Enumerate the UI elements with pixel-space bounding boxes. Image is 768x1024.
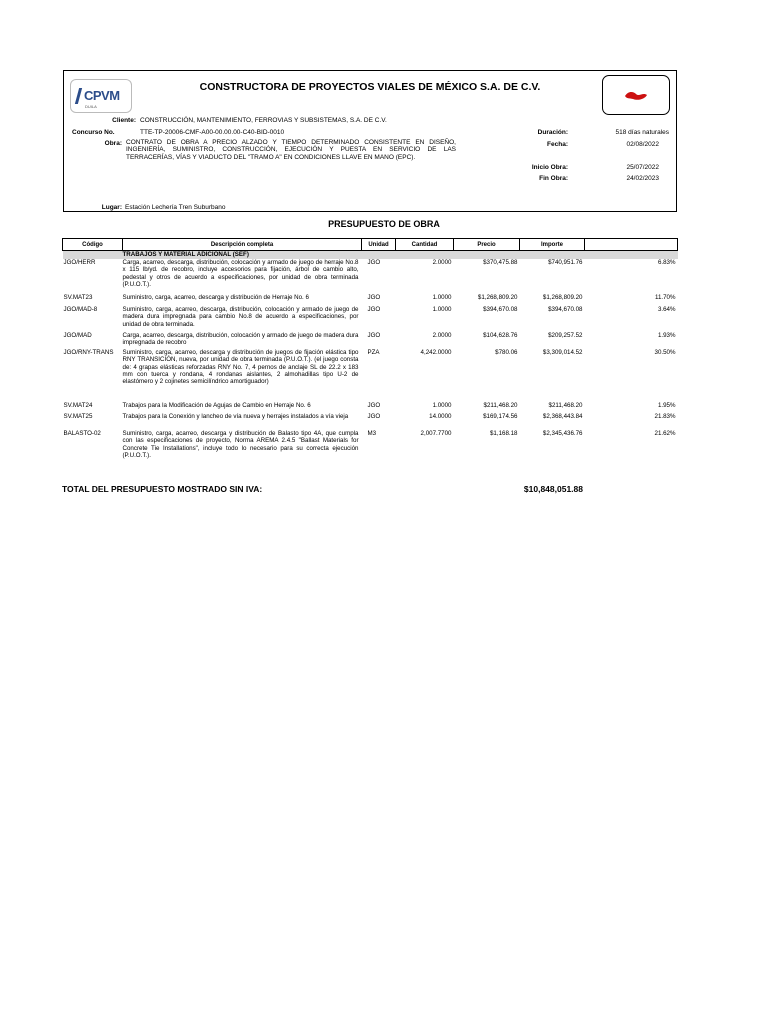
row-price: $104,628.76 <box>483 332 518 339</box>
row-price: $370,475.88 <box>483 259 518 266</box>
column-header-porcentaje <box>585 239 678 251</box>
fin-obra-label: Fin Obra: <box>539 175 568 182</box>
row-price: $211,468.20 <box>483 402 518 409</box>
table-row <box>63 413 678 430</box>
row-price: $1,168.18 <box>489 430 518 437</box>
cliente-label: Cliente: <box>112 117 136 124</box>
row-price: $394,670.08 <box>483 306 518 313</box>
row-description: Suministro, carga, acarreo, descarga y distribución de juegos de fijación elástica tipo RNY TRANSICIÓN, nueva, por unidad de obra terminada (P.U.O.T.). (el juego consta de: 4 grapas elásticas reforzadas RNY No. 7, 4 pernos de anclaje SL de 22.2 x 183 mm con tuerca y rondana, 4 rondanas aislantes, 2 almohadillas tipo U-2 de elastómero y 2 cojinetes semicilíndrico amortiguador) <box>122 349 359 386</box>
row-percent: 1.93% <box>657 332 676 339</box>
column-header-codigo: Código <box>63 239 123 251</box>
row-quantity: 1.0000 <box>432 306 452 313</box>
row-code: SV.MAT23 <box>63 294 93 301</box>
budget-table <box>62 238 678 460</box>
row-amount: $2,368,443.84 <box>542 413 583 420</box>
column-header-descripcion: Descripción completa <box>123 239 362 251</box>
row-quantity: 1.0000 <box>432 402 452 409</box>
row-code: BALASTO-02 <box>63 430 101 437</box>
obra-label: Obra: <box>104 140 122 147</box>
table-row <box>63 259 678 294</box>
logo-text: CPVM <box>84 88 120 103</box>
table-row <box>63 349 678 402</box>
row-description: Carga, acarreo, descarga, distribución, colocación y armado de juego de madera dura impregnada de recobro <box>122 332 359 347</box>
row-description: Trabajos para la Modificación de Agujas de Cambio en Herraje No. 6 <box>122 402 311 409</box>
row-percent: 21.62% <box>654 430 676 437</box>
row-unit: JGO <box>367 332 381 339</box>
fecha-label: Fecha: <box>547 141 568 148</box>
row-unit: M3 <box>367 430 377 437</box>
total-line <box>62 484 583 494</box>
row-quantity: 1.0000 <box>432 294 452 301</box>
section-title: PRESUPUESTO DE OBRA <box>328 219 440 229</box>
lugar-label: Lugar: <box>101 204 122 211</box>
row-quantity: 2.0000 <box>432 332 452 339</box>
column-header-unidad: Unidad <box>362 239 396 251</box>
row-description: Suministro, carga, acarreo, descarga y distribución de Herraje No. 6 <box>122 294 309 301</box>
column-header-cantidad: Cantidad <box>396 239 454 251</box>
row-percent: 1.95% <box>657 402 676 409</box>
row-amount: $740,951.76 <box>548 259 583 266</box>
row-code: SV.MAT24 <box>63 402 93 409</box>
row-percent: 3.64% <box>657 306 676 313</box>
inicio-obra-value: 25/07/2022 <box>626 164 659 171</box>
concurso-value: TTE-TP-20006-CMF-A00-00.00.00-C40-BID-0010 <box>140 129 285 136</box>
column-header-precio: Precio <box>454 239 520 251</box>
lugar-value: Estación Lechería Tren Suburbano <box>125 204 226 211</box>
row-code: SV.MAT25 <box>63 413 93 420</box>
inicio-obra-label: Inicio Obra: <box>531 164 568 171</box>
row-amount: $211,468.20 <box>548 402 583 409</box>
duracion-value: 518 días naturales <box>615 129 669 136</box>
row-unit: PZA <box>367 349 380 356</box>
row-description: Suministro, carga, acarreo, descarga, distribución, colocación y armado de juego de madera dura impregnada para cambio No.8 de acuerdo a especificaciones, por unidad de obra terminada. <box>122 306 359 328</box>
table-header-row <box>63 239 678 251</box>
row-percent: 30.50% <box>654 349 676 356</box>
row-amount: $2,345,436.76 <box>542 430 583 437</box>
row-code: JGO/RNY-TRANS <box>63 349 114 356</box>
row-unit: JGO <box>367 294 381 301</box>
row-amount: $209,257.52 <box>548 332 583 339</box>
row-amount: $1,268,809.20 <box>542 294 583 301</box>
row-percent: 21.83% <box>654 413 676 420</box>
row-quantity: 2.0000 <box>432 259 452 266</box>
row-unit: JGO <box>367 402 381 409</box>
company-name: CONSTRUCTORA DE PROYECTOS VIALES DE MÉXICO S.A. DE C.V. <box>199 81 541 93</box>
table-row <box>63 402 678 413</box>
table-row <box>63 332 678 349</box>
table-row <box>63 430 678 460</box>
row-description: Carga, acarreo, descarga, distribución, colocación y armado de juego de herraje No.8 x 115 lb/yd. de recobro, incluye accesorios para fijación, árbol de cambio alto, pedestal y otros de acuerdo a especificaciones, por unidad de obra terminada (P.U.O.T.). <box>122 259 359 288</box>
row-description: Suministro, carga, acarreo, descarga y distribución de Balasto tipo 4A, que cumpla con las especificaciones de proyecto, Norma AREMA 2.4.5 "Ballast Materials for Concrete Tie Installations", incluye todo lo necesario para su correcta ejecución (P.U.O.T.). <box>122 430 359 459</box>
row-unit: JGO <box>367 413 381 420</box>
row-price: $169,174.56 <box>483 413 518 420</box>
duracion-label: Duración: <box>537 129 568 136</box>
cliente-value: CONSTRUCCIÓN, MANTENIMIENTO, FERROVIAS Y SUBSISTEMAS, S.A. DE C.V. <box>140 117 387 124</box>
row-description: Trabajos para la Conexión y lancheo de vía nueva y herrajes instalados a vía vieja <box>122 413 349 420</box>
obra-description: CONTRATO DE OBRA A PRECIO ALZADO Y TIEMPO DETERMINADO CONSISTENTE EN DISEÑO, INGENIERÍA, SUMINISTRO, CONSTRUCCIÓN, EJECUCIÓN Y PUESTA EN SERVICIO DE LAS TERRACERÍAS, VÍAS Y VIADUCTO DEL "TRAMO A" EN CONDICIONES LLAVE EN MANO (EPC). <box>126 139 456 161</box>
table-row <box>63 306 678 332</box>
row-unit: JGO <box>367 306 381 313</box>
row-code: JGO/HERR <box>63 259 96 266</box>
row-code: JGO/MAD <box>63 332 92 339</box>
document-header <box>63 70 677 212</box>
row-percent: 11.70% <box>654 294 676 301</box>
total-amount: $10,848,051.88 <box>523 484 583 494</box>
logo-subtext: DUILA <box>85 104 97 109</box>
row-price: $1,268,809.20 <box>477 294 518 301</box>
table-row <box>63 294 678 306</box>
row-unit: JGO <box>367 259 381 266</box>
fin-obra-value: 24/02/2023 <box>626 175 659 182</box>
row-quantity: 4,242.0000 <box>420 349 452 356</box>
row-percent: 6.83% <box>657 259 676 266</box>
group-row <box>63 251 678 260</box>
row-amount: $394,670.08 <box>548 306 583 313</box>
group-title: TRABAJOS Y MATERIAL ADICIONAL (SEF) <box>123 251 362 260</box>
concurso-label: Concurso No. <box>72 129 115 136</box>
row-quantity: 2,007.7700 <box>420 430 452 437</box>
total-label: TOTAL DEL PRESUPUESTO MOSTRADO SIN IVA: <box>62 484 263 494</box>
signature-mark-icon <box>623 89 649 103</box>
row-code: JGO/MAD-8 <box>63 306 98 313</box>
row-amount: $3,309,014.52 <box>542 349 583 356</box>
column-header-importe: Importe <box>520 239 585 251</box>
row-quantity: 14.0000 <box>429 413 452 420</box>
signature-box <box>602 75 670 115</box>
fecha-value: 02/08/2022 <box>626 141 659 148</box>
row-price: $780.06 <box>495 349 518 356</box>
